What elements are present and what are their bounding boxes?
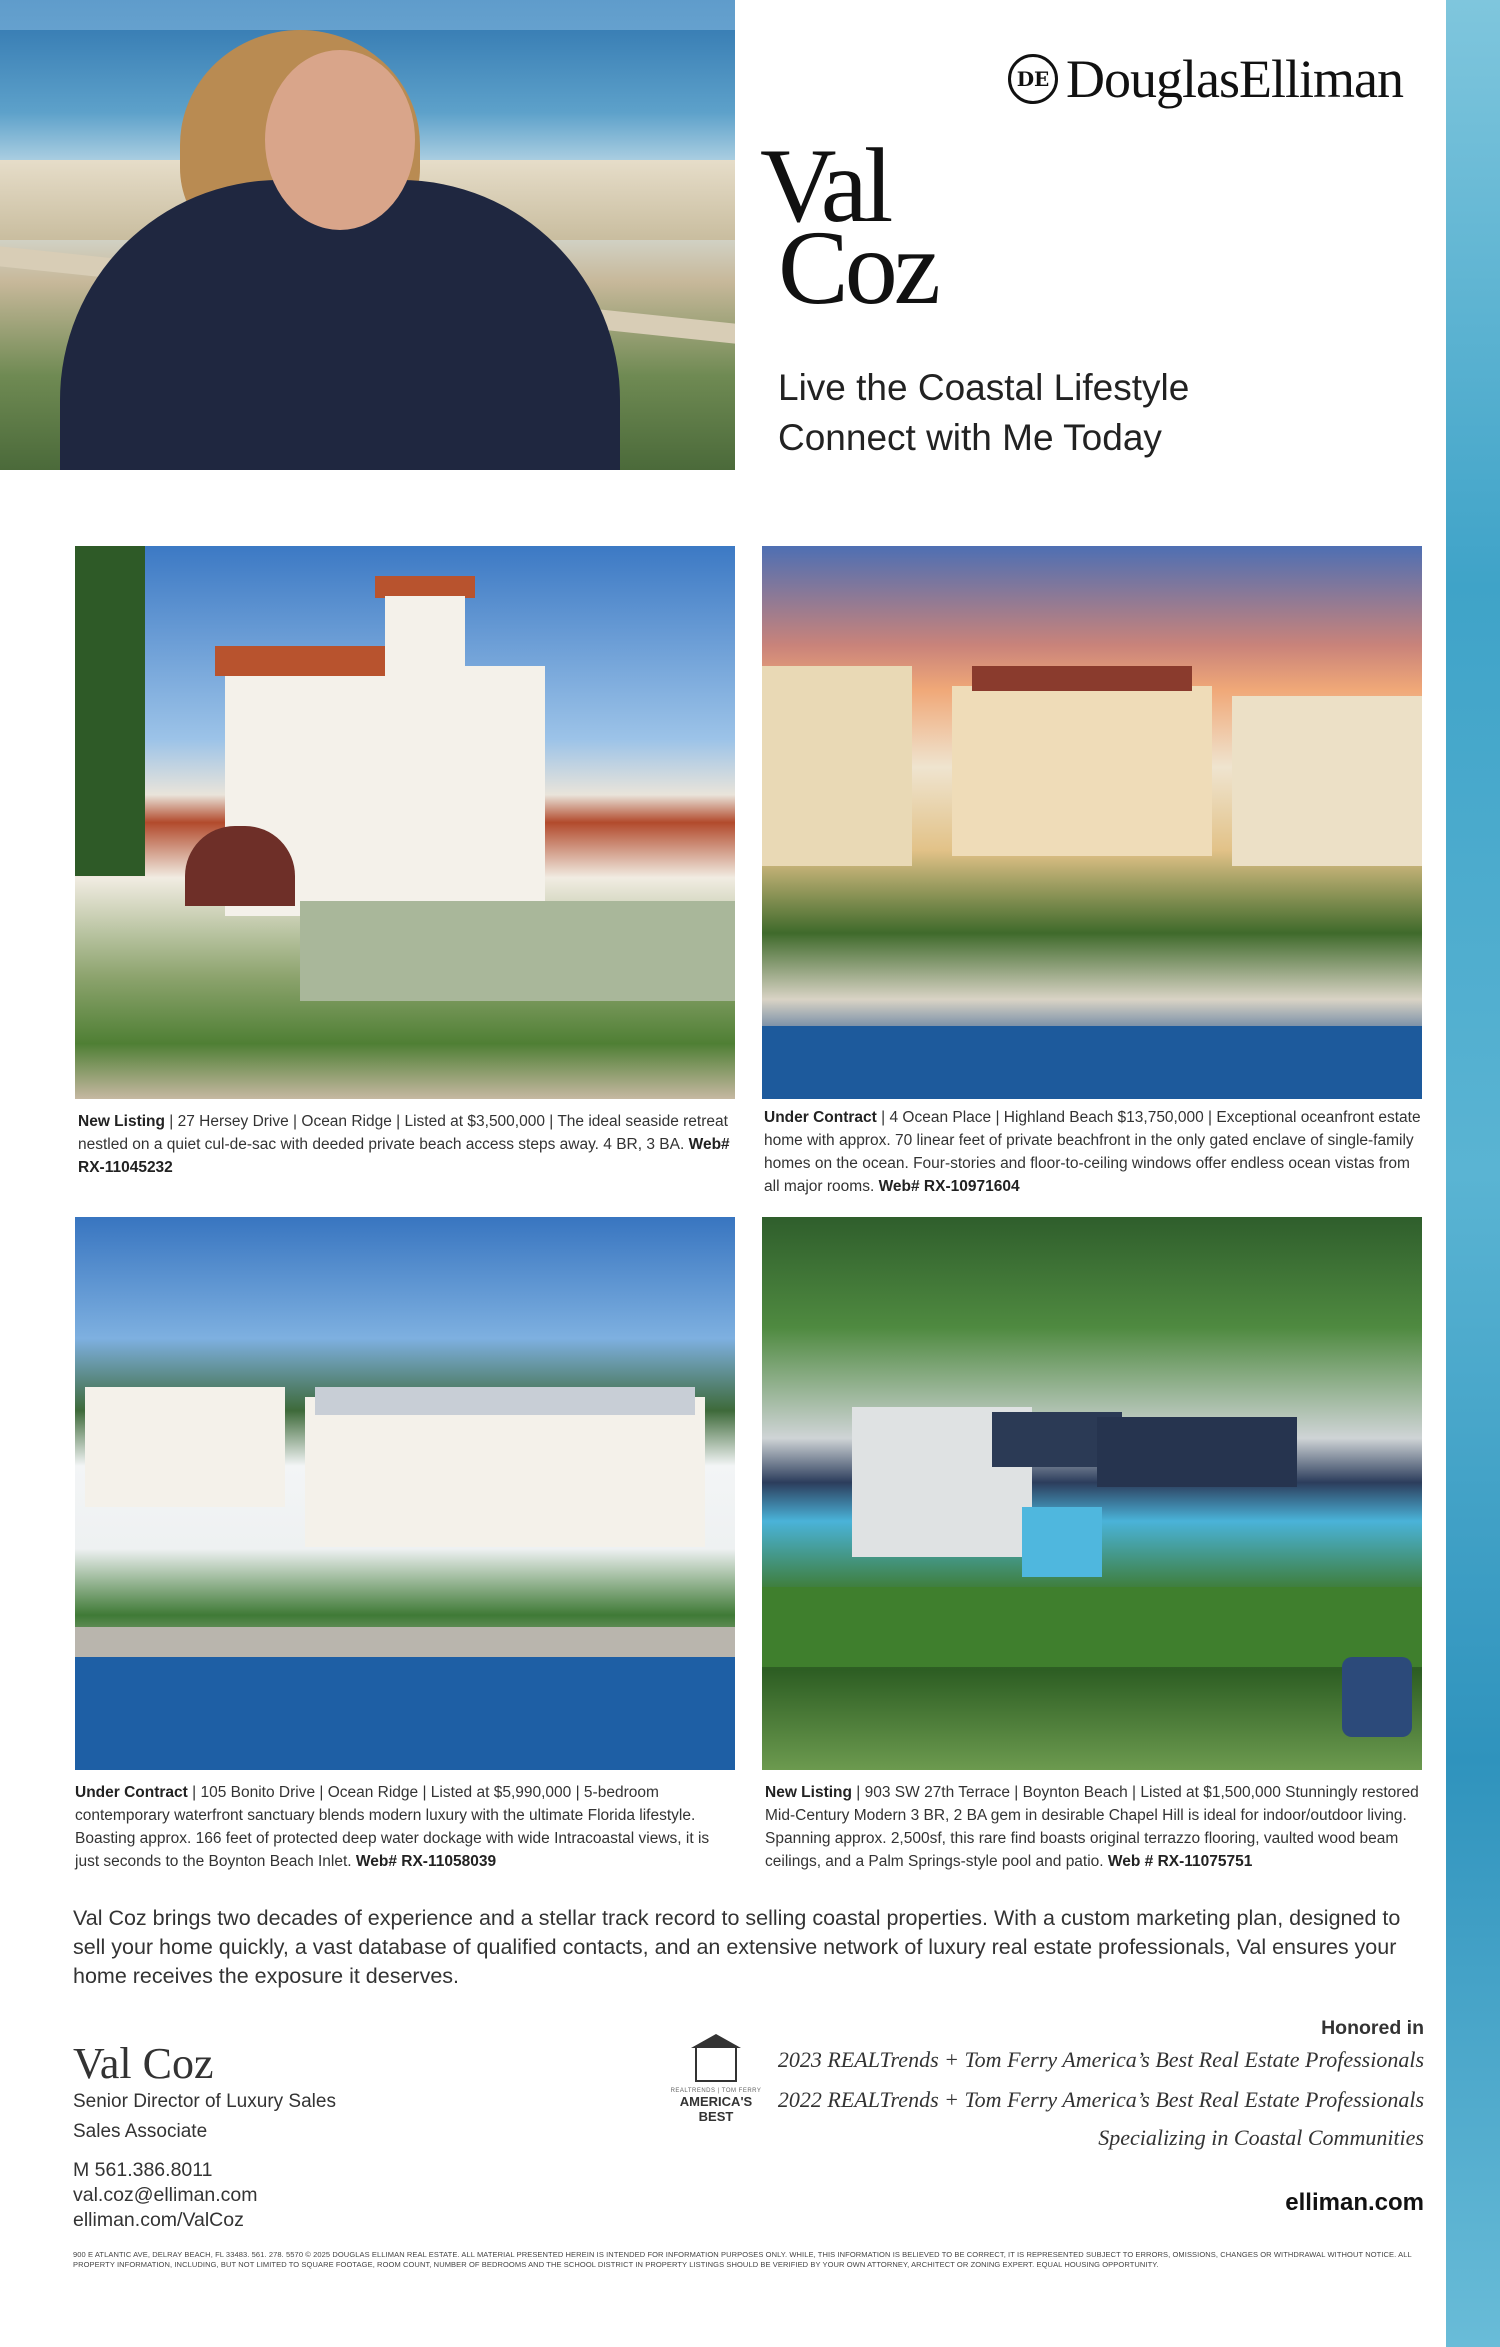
name-logo-line1: Val [760, 127, 890, 244]
agent-name-logo [760, 127, 1020, 335]
name-logo-line2: Coz [778, 209, 937, 326]
intro-paragraph: Val Coz brings two decades of experience and a stellar track record to selling coastal properties. With a custom marketing plan, designed to sell your home quickly, a vast database of qualified contacts, and an extensive network of luxury real estate professionals, Val ensures your home receives the exposure it deserves. [73, 1906, 1401, 1988]
listing-photo-4 [762, 1217, 1422, 1770]
house-icon [695, 2048, 737, 2082]
listing-photo-3 [75, 1217, 735, 1770]
agent-name: Val Coz [73, 2039, 214, 2088]
agent-url[interactable]: elliman.com/ValCoz [73, 2209, 244, 2231]
agent-email[interactable]: val.coz@elliman.com [73, 2184, 258, 2206]
listing-status-1: New Listing [78, 1113, 165, 1130]
badge-text: AMERICA'S BEST [679, 2094, 753, 2124]
listing-status-2: Under Contract [764, 1109, 877, 1126]
honor-line-1: 2023 REALTrends + Tom Ferry America’s Best Real Estate Professionals [777, 2047, 1424, 2072]
agent-titles [73, 2087, 336, 2147]
listing-photo-2 [762, 546, 1422, 1099]
listing-web-2: Web# RX-10971604 [878, 1178, 1020, 1195]
listing-web-1: Web# RX-11045232 [78, 1136, 730, 1176]
tagline-line2: Connect with Me Today [778, 417, 1162, 458]
listing-details-2: | 4 Ocean Place | Highland Beach $13,750,000 | Exceptional oceanfront estate home with approx. 70 linear feet of private beachfront in the only gated enclave of single-family homes on the ocean. Four-stories and floor-to-ceiling windows offer endless ocean vistas from all major rooms. [764, 1109, 1421, 1195]
listing-web-4: Web # RX-11075751 [1107, 1853, 1253, 1870]
agent-title-1: Senior Director of Luxury Sales [73, 2091, 336, 2112]
americas-best-badge [662, 2048, 770, 2124]
listing-web-3: Web# RX-11058039 [355, 1853, 497, 1870]
agent-photo [0, 0, 735, 470]
logo-text: DouglasElliman [1066, 49, 1403, 109]
tagline [778, 363, 1418, 463]
decorative-water-strip [1446, 0, 1500, 2347]
listing-caption-1 [78, 1110, 738, 1179]
badge-small-text: REALTRENDS | TOM FERRY [670, 2088, 762, 2094]
honors-title: Honored in [1321, 2017, 1424, 2039]
tagline-line1: Live the Coastal Lifestyle [778, 367, 1190, 408]
agent-title-2: Sales Associate [73, 2121, 208, 2142]
agent-contact [73, 2158, 258, 2233]
listing-caption-4 [765, 1781, 1425, 1873]
listing-status-4: New Listing [765, 1784, 852, 1801]
website-link[interactable]: elliman.com [1285, 2189, 1424, 2216]
listing-status-3: Under Contract [75, 1784, 188, 1801]
listing-details-3: | 105 Bonito Drive | Ocean Ridge | Listed at $5,990,000 | 5-bedroom contemporary waterfront sanctuary blends modern luxury with the ultimate Florida lifestyle. Boasting approx. 166 feet of protected deep water dockage with wide Intracoastal views, it is just seconds to the Boynton Beach Inlet. [75, 1784, 710, 1870]
listing-details-1: | 27 Hersey Drive | Ocean Ridge | Listed at $3,500,000 | The ideal seaside retreat nestled on a quiet cul-de-sac with deeded private beach access steps away. 4 BR, 3 BA. [78, 1113, 728, 1153]
douglas-elliman-logo [1008, 48, 1403, 110]
agent-phone[interactable]: M 561.386.8011 [73, 2159, 213, 2181]
honor-line-2: 2022 REALTrends + Tom Ferry America’s Best Real Estate Professionals [777, 2087, 1424, 2112]
listing-details-4: | 903 SW 27th Terrace | Boynton Beach | Listed at $1,500,000 Stunningly restored Mid-Century Modern 3 BR, 2 BA gem in desirable Chapel Hill is ideal for indoor/outdoor living. Spanning approx. 2,500sf, this rare find boasts original terrazzo flooring, vaulted wood beam ceilings, and a Palm Springs-style pool and patio. [765, 1784, 1419, 1870]
listing-photo-1 [75, 546, 735, 1099]
logo-mark-icon: DE [1008, 54, 1058, 104]
honor-line-3: Specializing in Coastal Communities [1098, 2125, 1424, 2150]
listing-caption-2 [764, 1106, 1424, 1198]
legal-disclaimer: 900 E ATLANTIC AVE, DELRAY BEACH, FL 33483. 561. 278. 5570 © 2025 DOUGLAS ELLIMAN REAL ESTATE. ALL MATERIAL PRESENTED HEREIN IS INTENDED FOR INFORMATION PURPOSES ONLY. WHILE, THIS INFORMATION IS BELIEVED TO BE CORRECT, IT IS REPRESENTED SUBJECT TO ERRORS, OMISSIONS, CHANGES OR WITHDRAWAL WITHOUT NOTICE. ALL PROPERTY INFORMATION, INCLUDING, BUT NOT LIMITED TO SQUARE FOOTAGE, ROOM COUNT, NUMBER OF BEDROOMS AND THE SCHOOL DISTRICT IN PROPERTY LISTINGS SHOULD BE VERIFIED BY YOUR OWN ATTORNEY, ARCHITECT OR ZONING EXPERT. EQUAL HOUSING OPPORTUNITY. [73, 2250, 1412, 2269]
listing-caption-3 [75, 1781, 735, 1873]
